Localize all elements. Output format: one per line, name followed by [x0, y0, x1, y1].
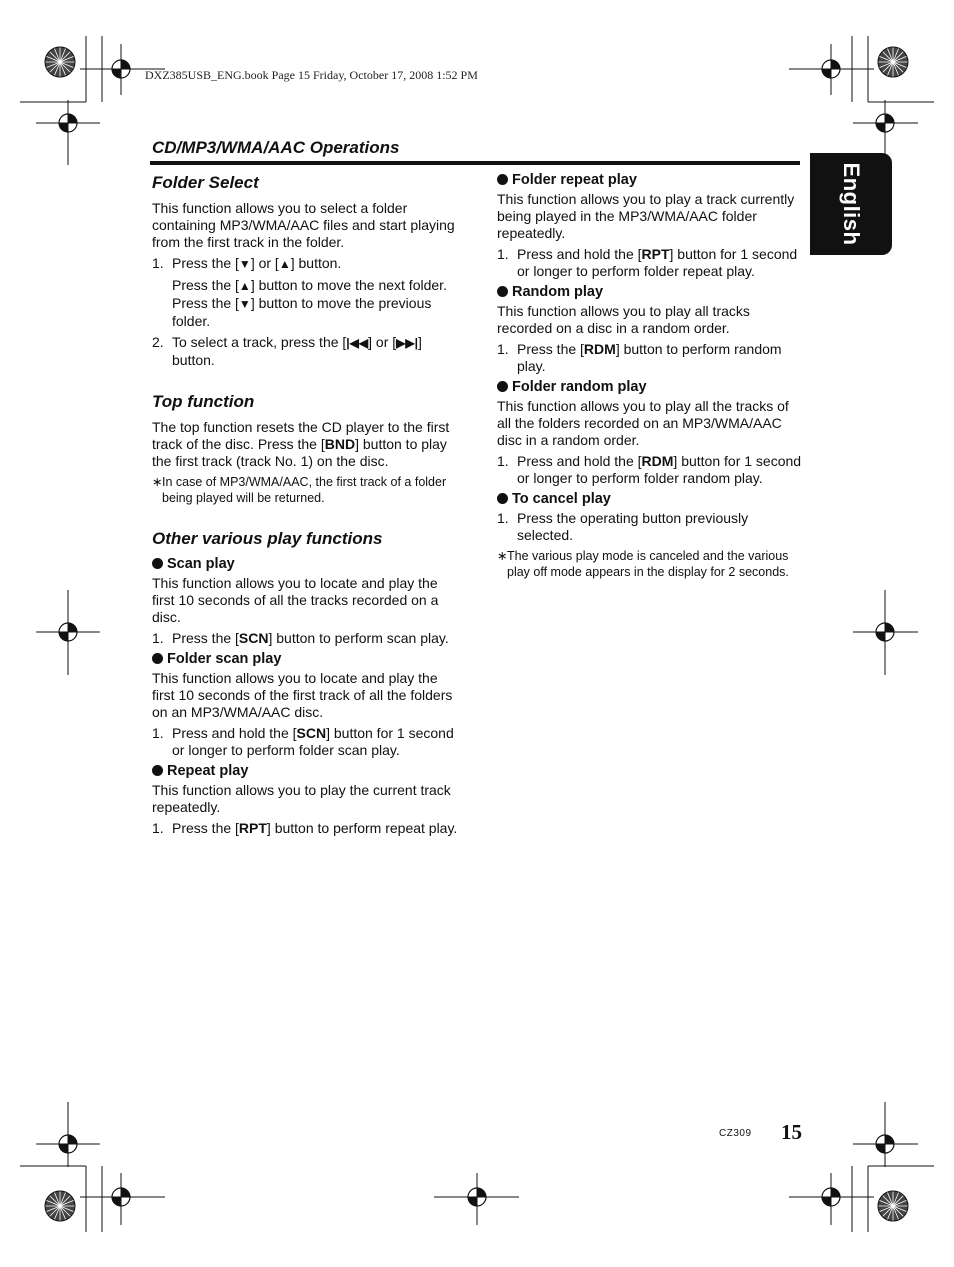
random-play-heading: Random play [497, 284, 803, 301]
bullet-icon [152, 558, 163, 569]
next-track-icon: ▶▶| [396, 336, 418, 350]
crosshair-target-bottom-center [434, 1173, 519, 1225]
folder-select-sub-next: Press the [▲] button to move the next folder. Press the [▼] button to move the previous folder. [172, 277, 447, 329]
crosshair-target-top-right-a [789, 44, 874, 95]
folder-repeat-play-heading: Folder repeat play [497, 172, 803, 189]
bullet-icon [497, 493, 508, 504]
folder-random-play-heading: Folder random play [497, 379, 803, 396]
page-number: 15 [781, 1120, 802, 1144]
folder-select-step-2: 2. To select a track, press the [|◀◀] or [▶▶|] button. [152, 334, 422, 368]
book-file-info: DXZ385USB_ENG.book Page 15 Friday, October 17, 2008 1:52 PM [145, 68, 478, 82]
folder-scan-play-step: 1. Press and hold the [SCN] button for 1 second or longer to perform folder scan play. [152, 725, 454, 758]
registration-burst-top-left [45, 47, 75, 77]
crosshair-target-bottom-left-a [36, 1102, 100, 1167]
random-play-desc: This function allows you to play all tracks recorded on a disc in a random order. [497, 303, 750, 336]
crosshair-target-mid-right [853, 590, 918, 675]
step-number: 1. [152, 820, 164, 836]
bullet-icon [497, 286, 508, 297]
other-play-heading: Other various play functions [152, 529, 383, 548]
crosshair-target-top-left-b [36, 100, 100, 165]
step-number: 1. [497, 341, 509, 357]
crosshair-target-bottom-right-b [789, 1173, 874, 1225]
up-arrow-icon: ▲ [238, 279, 251, 293]
step-number: 1. [497, 246, 509, 262]
scn-key: SCN [238, 630, 269, 646]
folder-random-play-step: 1. Press and hold the [RDM] button for 1 second or longer to perform folder random play. [497, 453, 802, 486]
folder-select-intro: This function allows you to select a folder containing MP3/WMA/AAC files and start playing from the first track in the folder. [152, 200, 455, 250]
scan-play-heading: Scan play [152, 556, 458, 573]
asterisk-icon: ∗ [497, 549, 508, 563]
folder-select-step-1: 1. Press the [▼] or [▲] button. [152, 255, 342, 271]
asterisk-icon: ∗ [152, 475, 163, 489]
up-arrow-icon: ▲ [278, 257, 291, 271]
rpt-key: RPT [641, 246, 670, 262]
registration-burst-bottom-left [45, 1191, 75, 1221]
right-column [497, 172, 803, 584]
bullet-icon [152, 653, 163, 664]
cancel-play-note: ∗ The various play mode is canceled and the various play off mode appears in the display for 2 seconds. [497, 549, 789, 579]
top-function-note: ∗ In case of MP3/WMA/AAC, the first track of a folder being played will be returned. [152, 475, 447, 505]
cancel-play-heading: To cancel play [497, 491, 803, 508]
top-function-intro: The top function resets the CD player to the first track of the disc. Press the [BND] button to play the first track (track No. 1) on the disc. [152, 419, 450, 469]
crosshair-target-mid-left [36, 590, 100, 675]
bullet-icon [152, 765, 163, 776]
left-column [152, 172, 458, 841]
language-tab-label: English [839, 162, 864, 246]
rdm-key: RDM [641, 453, 674, 469]
folder-repeat-play-desc: This function allows you to play a track currently being played in the MP3/WMA/AAC folder repeatedly. [497, 191, 795, 241]
down-arrow-icon: ▼ [238, 257, 251, 271]
step-number: 1. [152, 255, 164, 271]
random-play-step: 1. Press the [RDM] button to perform random play. [497, 341, 782, 374]
rpt-key: RPT [238, 820, 267, 836]
scan-play-step: 1. Press the [SCN] button to perform scan play. [152, 630, 449, 646]
step-number: 1. [497, 453, 509, 469]
cancel-play-step: 1. Press the operating button previously selected. [497, 510, 749, 543]
folder-select-heading: Folder Select [152, 173, 259, 192]
model-code: CZ309 [719, 1128, 752, 1139]
step-number: 2. [152, 334, 164, 350]
crosshair-target-bottom-left-b [80, 1173, 165, 1225]
repeat-play-step: 1. Press the [RPT] button to perform repeat play. [152, 820, 458, 836]
section-title: CD/MP3/WMA/AAC Operations [152, 138, 400, 157]
rdm-key: RDM [583, 341, 616, 357]
down-arrow-icon: ▼ [238, 297, 251, 311]
step-number: 1. [497, 510, 509, 526]
bullet-icon [497, 174, 508, 185]
folder-repeat-play-step: 1. Press and hold the [RPT] button for 1 second or longer to perform folder repeat play. [497, 246, 798, 279]
crosshair-target-bottom-right-a [853, 1102, 918, 1167]
scn-key: SCN [296, 725, 327, 741]
scan-play-desc: This function allows you to locate and play the first 10 seconds of all the tracks recorded on a disc. [152, 575, 439, 625]
step-number: 1. [152, 725, 164, 741]
bullet-icon [497, 381, 508, 392]
bnd-key: BND [324, 436, 356, 452]
previous-track-icon: |◀◀ [346, 336, 369, 350]
registration-burst-top-right [878, 47, 908, 77]
folder-scan-play-desc: This function allows you to locate and play the first 10 seconds of the first track of all the folders on an MP3/WMA/AAC disc. [152, 670, 453, 720]
folder-random-play-desc: This function allows you to play all the tracks of all the folders recorded on an MP3/WMA/AAC disc in a random order. [497, 398, 789, 448]
section-rule [150, 161, 800, 165]
folder-scan-play-heading: Folder scan play [152, 651, 458, 668]
language-tab [810, 153, 892, 255]
step-number: 1. [152, 630, 164, 646]
repeat-play-heading: Repeat play [152, 763, 458, 780]
top-function-heading: Top function [152, 392, 255, 411]
repeat-play-desc: This function allows you to play the current track repeatedly. [152, 782, 451, 815]
registration-burst-bottom-right [878, 1191, 908, 1221]
